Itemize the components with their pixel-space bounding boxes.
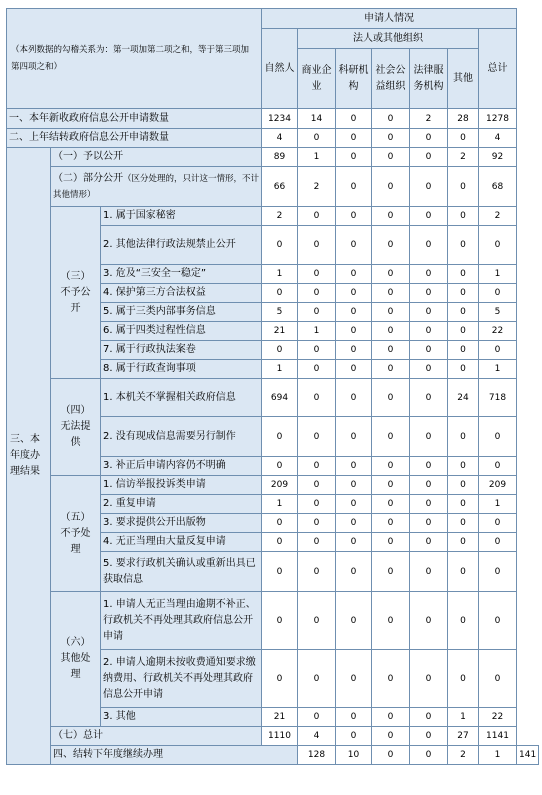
cell: 4 [262,129,298,148]
cell: 0 [479,417,517,457]
cell: 1 [479,746,517,765]
cell: 0 [448,592,479,650]
col-public-welfare: 社会公益组织 [372,49,410,109]
cell: 0 [262,592,298,650]
cell: 0 [372,148,410,167]
cell: 0 [410,148,448,167]
cell: 0 [448,417,479,457]
cell: 0 [410,708,448,727]
cell: 0 [298,379,336,417]
cell: 0 [448,303,479,322]
cell: 0 [262,226,298,265]
cell: 1 [298,148,336,167]
cell: 0 [336,265,372,284]
cell: 0 [372,495,410,514]
cell: 718 [479,379,517,417]
row-label: 3. 要求提供公开出版物 [101,514,262,533]
cell: 0 [372,167,410,207]
cell: 0 [410,167,448,207]
cell: 1 [262,265,298,284]
row-label: 7. 属于行政执法案卷 [101,341,262,360]
row-label: 5. 要求行政机关确认或重新出具已获取信息 [101,552,262,592]
cell: 10 [336,746,372,765]
cell: 0 [372,457,410,476]
cell: 0 [410,533,448,552]
group-cannot-provide-label: （四）无法提供 [51,379,101,476]
cell: 0 [372,303,410,322]
cell: 0 [262,417,298,457]
row-label: 6. 属于四类过程性信息 [101,322,262,341]
cell: 0 [336,322,372,341]
row-partial-disclosure-label [51,167,262,207]
cell: 0 [448,514,479,533]
row-new-applications-label: 一、本年新收政府信息公开申请数量 [7,109,262,129]
cell: 0 [262,552,298,592]
cell: 0 [298,360,336,379]
cell: 0 [372,207,410,226]
cell: 209 [479,476,517,495]
cell: 22 [479,708,517,727]
cell: 0 [298,341,336,360]
partial-disclosure-note: （区分处理的，只计这一情形，不计其他情形） [53,173,260,200]
row-carry-forward-label: 四、结转下年度继续办理 [51,746,298,765]
cell: 2 [479,207,517,226]
cell: 0 [262,533,298,552]
cell: 0 [262,650,298,708]
cell: 0 [298,207,336,226]
cell: 0 [372,592,410,650]
cell: 0 [410,360,448,379]
cell: 0 [410,207,448,226]
row-label: 5. 属于三类内部事务信息 [101,303,262,322]
cell: 0 [479,514,517,533]
cell: 0 [410,226,448,265]
row-label: 2. 申请人逾期未按收费通知要求缴纳费用、行政机关不再处理其政府信息公开申请 [101,650,262,708]
cell: 0 [448,167,479,207]
cell: 0 [336,207,372,226]
cell: 0 [372,109,410,129]
cell: 4 [479,129,517,148]
cell: 0 [448,495,479,514]
row-label: 1. 属于国家秘密 [101,207,262,226]
cell: 0 [336,514,372,533]
cell: 0 [298,495,336,514]
cell: 0 [336,650,372,708]
cell: 0 [336,476,372,495]
cell: 0 [262,457,298,476]
cell: 0 [298,650,336,708]
cell: 2 [262,207,298,226]
cell: 0 [479,650,517,708]
group-not-disclosed-label: （三）不予公开 [51,207,101,379]
cell: 0 [410,746,448,765]
row-label: 1. 申请人无正当理由逾期不补正、行政机关不再处理其政府信息公开申请 [101,592,262,650]
cell: 0 [336,457,372,476]
gov-info-disclosure-table [6,8,539,765]
cell: 92 [479,148,517,167]
cell: 21 [262,322,298,341]
cell: 1234 [262,109,298,129]
cell: 0 [298,708,336,727]
cell: 0 [336,379,372,417]
cell: 0 [336,360,372,379]
cell: 27 [448,727,479,746]
cell: 0 [336,417,372,457]
col-legal-service: 法律服务机构 [410,49,448,109]
cell: 0 [336,109,372,129]
cell: 0 [372,552,410,592]
cell: 0 [372,417,410,457]
cell: 1 [479,265,517,284]
row-label: 8. 属于行政查询事项 [101,360,262,379]
cell: 0 [410,592,448,650]
row-label: 4. 无正当理由大量反复申请 [101,533,262,552]
row-label: 3. 补正后申请内容仍不明确 [101,457,262,476]
cell: 0 [372,265,410,284]
cell: 0 [448,265,479,284]
cell: 0 [410,322,448,341]
cell: 0 [479,457,517,476]
cell: 28 [448,109,479,129]
col-business: 商业企业 [298,49,336,109]
cell: 4 [298,727,336,746]
cell: 0 [372,708,410,727]
cell: 0 [448,341,479,360]
cell: 1 [262,495,298,514]
cell: 0 [372,727,410,746]
cell: 66 [262,167,298,207]
cell: 0 [298,303,336,322]
cell: 141 [517,746,539,765]
cell: 0 [262,284,298,303]
cell: 0 [298,226,336,265]
cell: 1 [298,322,336,341]
group-other-handling-label: （六）其他处理 [51,592,101,727]
cell: 22 [479,322,517,341]
cell: 0 [336,495,372,514]
cell: 0 [336,167,372,207]
cell: 0 [372,129,410,148]
cell: 2 [410,109,448,129]
cell: 0 [298,592,336,650]
cell: 0 [410,341,448,360]
cell: 0 [448,650,479,708]
col-research: 科研机构 [336,49,372,109]
report-table-container [6,8,539,765]
cell: 1110 [262,727,298,746]
cell: 0 [298,514,336,533]
cell: 0 [298,284,336,303]
cell: 1278 [479,109,517,129]
cell: 0 [372,322,410,341]
cell: 24 [448,379,479,417]
cell: 0 [479,533,517,552]
cell: 0 [336,708,372,727]
cell: 0 [448,533,479,552]
row-full-disclosure-label: （一）予以公开 [51,148,262,167]
cell: 0 [410,379,448,417]
cell: 2 [298,167,336,207]
cell: 0 [479,284,517,303]
cell: 0 [298,417,336,457]
legal-group-header: 法人或其他组织 [298,29,479,49]
cell: 0 [448,476,479,495]
cell: 0 [410,129,448,148]
cell: 0 [448,322,479,341]
partial-disclosure-title: （二）部分公开 [53,172,123,184]
cell: 68 [479,167,517,207]
cell: 0 [336,226,372,265]
cell: 0 [479,341,517,360]
cell: 0 [448,129,479,148]
cell: 0 [298,457,336,476]
cell: 0 [448,552,479,592]
cell: 5 [262,303,298,322]
cell: 0 [372,284,410,303]
cell: 0 [410,265,448,284]
cell: 0 [410,476,448,495]
cell: 14 [298,109,336,129]
cell: 1 [448,708,479,727]
cell: 0 [479,592,517,650]
applicant-info-header: 申请人情况 [262,9,517,29]
cell: 0 [448,284,479,303]
row-total-label: （七）总计 [51,727,262,746]
cell: 2 [448,148,479,167]
cell: 0 [336,148,372,167]
cell: 0 [336,592,372,650]
cell: 0 [448,226,479,265]
cell: 0 [410,417,448,457]
row-label: 4. 保护第三方合法权益 [101,284,262,303]
row-label: 1. 本机关不掌握相关政府信息 [101,379,262,417]
cell: 1141 [479,727,517,746]
row-label: 2. 没有现成信息需要另行制作 [101,417,262,457]
cell: 5 [479,303,517,322]
cell: 0 [372,379,410,417]
cell: 128 [298,746,336,765]
cell: 0 [336,129,372,148]
cell: 0 [410,303,448,322]
cell: 0 [336,727,372,746]
cell: 0 [262,341,298,360]
cell: 0 [372,650,410,708]
cell: 0 [336,533,372,552]
cell: 21 [262,708,298,727]
cell: 0 [372,360,410,379]
cell: 0 [410,284,448,303]
col-natural-person: 自然人 [262,29,298,109]
row-label: 2. 其他法律行政法规禁止公开 [101,226,262,265]
cell: 0 [298,552,336,592]
cell: 89 [262,148,298,167]
row-carried-over-label: 二、上年结转政府信息公开申请数量 [7,129,262,148]
cell: 2 [448,746,479,765]
cell: 1 [262,360,298,379]
col-other: 其他 [448,49,479,109]
cell: 0 [410,457,448,476]
cell: 209 [262,476,298,495]
row-label: 3. 危及“三安全一稳定” [101,265,262,284]
cell: 0 [410,552,448,592]
group-not-processed-label: （五）不予处理 [51,476,101,592]
cell: 0 [372,746,410,765]
cell: 1 [479,495,517,514]
row-label: 3. 其他 [101,708,262,727]
cell: 0 [479,226,517,265]
cell: 0 [372,341,410,360]
section-three-label: 三、本年度办理结果 [7,148,51,765]
cell: 0 [372,533,410,552]
cell: 0 [448,207,479,226]
cell: 0 [410,650,448,708]
cell: 0 [298,129,336,148]
cell: 0 [372,226,410,265]
cell: 0 [336,303,372,322]
row-label: 2. 重复申请 [101,495,262,514]
cell: 0 [336,552,372,592]
cell: 0 [298,265,336,284]
header-note: （本列数据的勾稽关系为：第一项加第二项之和，等于第三项加第四项之和） [7,9,262,109]
cell: 1 [479,360,517,379]
cell: 0 [298,533,336,552]
cell: 0 [372,514,410,533]
cell: 0 [336,341,372,360]
cell: 0 [298,476,336,495]
cell: 0 [372,476,410,495]
cell: 0 [448,457,479,476]
cell: 0 [448,360,479,379]
cell: 0 [410,495,448,514]
row-label: 1. 信访举报投诉类申请 [101,476,262,495]
cell: 0 [410,514,448,533]
cell: 0 [262,514,298,533]
col-total: 总计 [479,29,517,109]
cell: 0 [410,727,448,746]
cell: 694 [262,379,298,417]
cell: 0 [336,284,372,303]
cell: 0 [479,552,517,592]
